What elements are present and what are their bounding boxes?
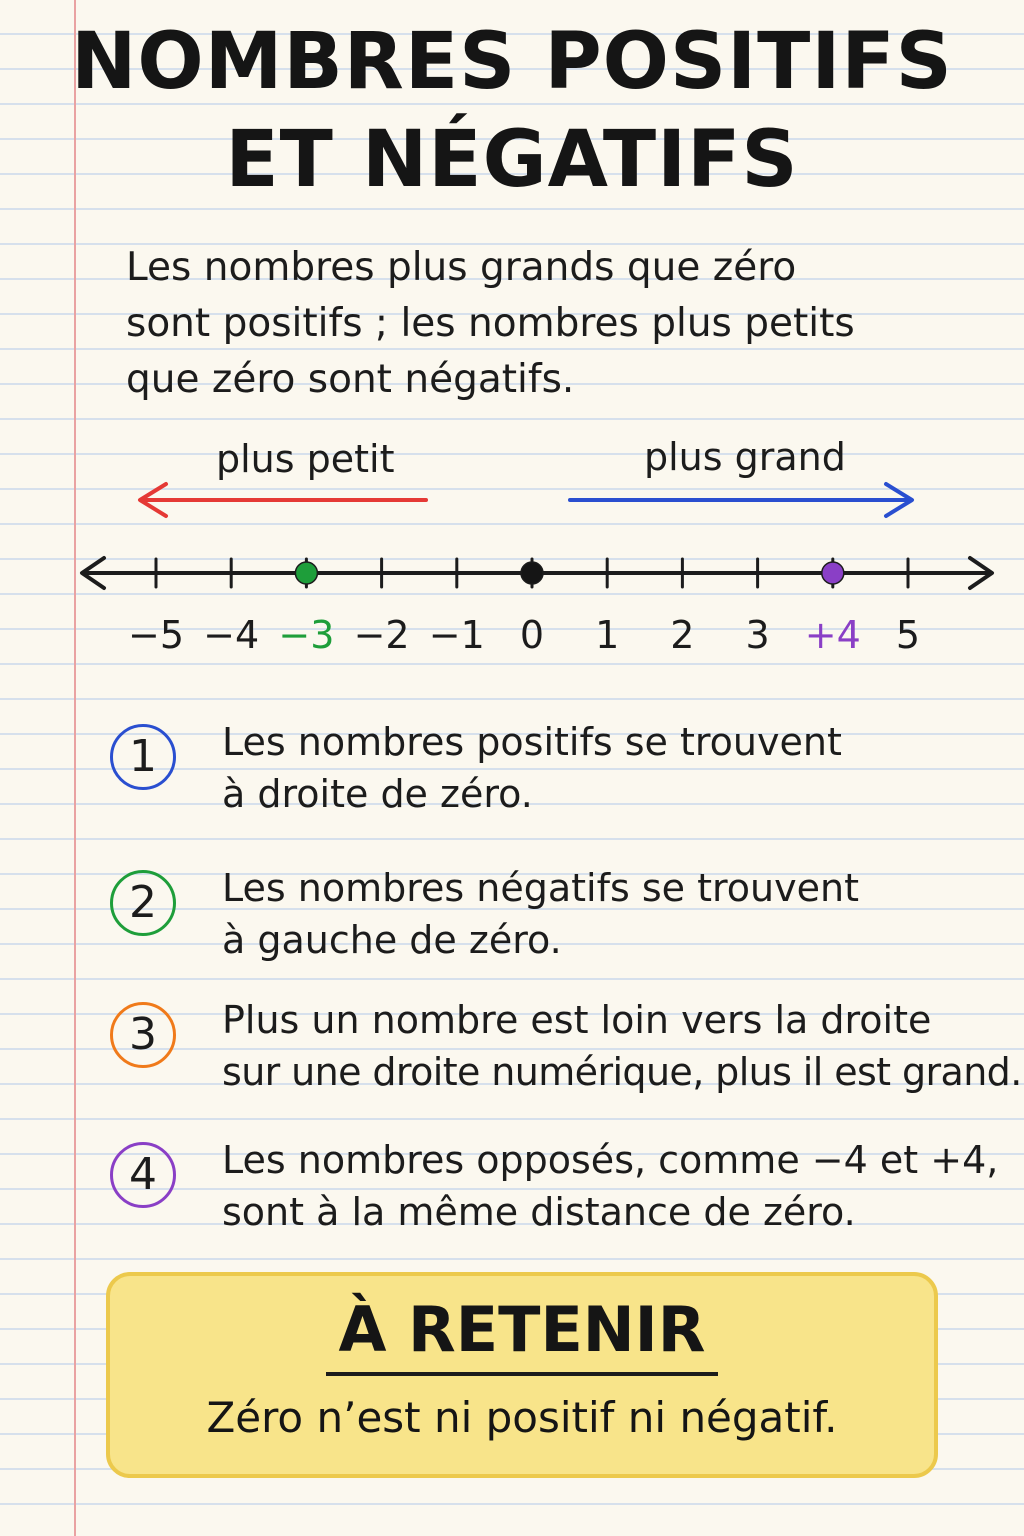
- rule-number-badge: 1: [110, 724, 176, 790]
- number-line-tick-label: +4: [804, 613, 861, 657]
- larger-direction-arrow: [570, 484, 912, 516]
- rule-text-line: Les nombres négatifs se trouvent: [222, 866, 859, 910]
- number-line-tick-label: −1: [428, 613, 485, 657]
- page-title-line-1: NOMBRES POSITIFS: [71, 17, 953, 107]
- remember-text: Zéro n’est ni positif ni négatif.: [206, 1393, 838, 1442]
- intro-line-1: Les nombres plus grands que zéro: [126, 245, 797, 290]
- rule-text-line: à gauche de zéro.: [222, 918, 562, 962]
- intro-line-2: sont positifs ; les nombres plus petits: [126, 301, 855, 346]
- number-line-tick-label: 2: [670, 613, 695, 657]
- rule-number-badge: 4: [110, 1142, 176, 1208]
- page-title-line-2: ET NÉGATIFS: [225, 115, 799, 205]
- notebook-margin-line: [74, 0, 76, 1536]
- remember-title-underline: [326, 1372, 718, 1376]
- number-line-tick-label: 3: [745, 613, 770, 657]
- rule-text-line: sont à la même distance de zéro.: [222, 1190, 856, 1234]
- number-line-tick-labels: [128, 613, 920, 657]
- intro-line-3: que zéro sont négatifs.: [126, 357, 575, 402]
- rule-text-line: Les nombres positifs se trouvent: [222, 720, 842, 764]
- number-line-tick-label: −2: [353, 613, 410, 657]
- number-line-tick-label: −5: [127, 613, 185, 657]
- larger-direction-label: plus grand: [644, 435, 846, 479]
- rule-text-line: Plus un nombre est loin vers la droite: [222, 998, 932, 1042]
- number-line-diagram: [0, 420, 1024, 660]
- number-line-tick-label: 1: [595, 613, 620, 657]
- number-line-highlight-dot: [822, 562, 844, 584]
- rule-number-badge: 3: [110, 1002, 176, 1068]
- number-line-tick-label: −4: [203, 613, 260, 657]
- remember-box: [106, 1272, 938, 1478]
- number-line-tick-label: −3: [278, 613, 335, 657]
- remember-title: À RETENIR: [338, 1293, 706, 1366]
- smaller-direction-arrow: [140, 484, 426, 516]
- number-line-tick-label: 5: [895, 613, 921, 657]
- smaller-direction-label: plus petit: [216, 437, 395, 481]
- number-line-tick-label: 0: [519, 613, 545, 657]
- rule-text-line: sur une droite numérique, plus il est grand.: [222, 1050, 1022, 1094]
- rule-number-badge: 2: [110, 870, 176, 936]
- rule-text-line: à droite de zéro.: [222, 772, 533, 816]
- number-line-highlight-dot: [521, 562, 543, 584]
- rule-text-line: Les nombres opposés, comme −4 et +4,: [222, 1138, 999, 1182]
- number-line-highlight-dot: [295, 562, 317, 584]
